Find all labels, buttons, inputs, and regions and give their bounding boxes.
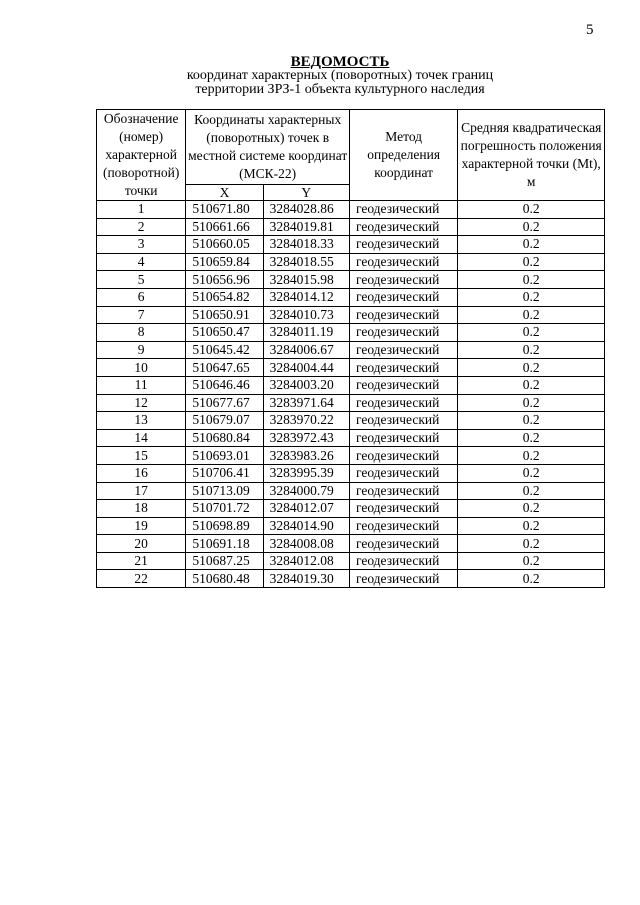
cell-x: 510698.89 [186,517,263,535]
table-row [97,500,605,518]
cell-error: 0.2 [458,535,605,553]
cell-error: 0.2 [458,464,605,482]
cell-error: 0.2 [458,517,605,535]
table-row [97,271,605,289]
cell-error: 0.2 [458,341,605,359]
cell-x: 510660.05 [186,236,263,254]
cell-method: геодезический [349,201,457,219]
cell-point-number: 8 [97,324,186,342]
cell-point-number: 6 [97,288,186,306]
document-subtitle-line-1: координат характерных (поворотных) точек границ [186,68,494,83]
cell-x: 510654.82 [186,288,263,306]
table-row [97,324,605,342]
cell-y: 3283970.22 [263,412,349,430]
table-row [97,359,605,377]
cell-y: 3284012.07 [263,500,349,518]
cell-y: 3284011.19 [263,324,349,342]
cell-x: 510671.80 [186,201,263,219]
cell-point-number: 5 [97,271,186,289]
cell-y: 3284014.90 [263,517,349,535]
cell-y: 3284018.55 [263,253,349,271]
cell-method: геодезический [349,535,457,553]
cell-error: 0.2 [458,500,605,518]
cell-x: 510713.09 [186,482,263,500]
cell-x: 510650.91 [186,306,263,324]
cell-method: геодезический [349,500,457,518]
cell-point-number: 3 [97,236,186,254]
cell-y: 3284010.73 [263,306,349,324]
cell-y: 3284012.08 [263,552,349,570]
table-row [97,306,605,324]
cell-y: 3284004.44 [263,359,349,377]
header-y: Y [263,184,349,200]
cell-point-number: 2 [97,218,186,236]
cell-x: 510680.48 [186,570,263,588]
cell-error: 0.2 [458,376,605,394]
cell-point-number: 21 [97,552,186,570]
document-title: ВЕДОМОСТЬ [290,54,390,70]
cell-method: геодезический [349,341,457,359]
cell-error: 0.2 [458,552,605,570]
cell-point-number: 13 [97,412,186,430]
table-row [97,429,605,447]
cell-y: 3284014.12 [263,288,349,306]
table-row [97,447,605,465]
cell-method: геодезический [349,394,457,412]
cell-method: геодезический [349,253,457,271]
cell-x: 510679.07 [186,412,263,430]
table-row [97,464,605,482]
cell-method: геодезический [349,324,457,342]
cell-x: 510645.42 [186,341,263,359]
cell-method: геодезический [349,271,457,289]
table-row [97,253,605,271]
cell-y: 3284019.30 [263,570,349,588]
cell-point-number: 20 [97,535,186,553]
cell-point-number: 1 [97,201,186,219]
table-row [97,288,605,306]
cell-point-number: 18 [97,500,186,518]
cell-point-number: 14 [97,429,186,447]
cell-method: геодезический [349,306,457,324]
table-row [97,218,605,236]
cell-method: геодезический [349,218,457,236]
table-row [97,394,605,412]
cell-error: 0.2 [458,359,605,377]
cell-point-number: 12 [97,394,186,412]
table-row [97,482,605,500]
cell-method: геодезический [349,288,457,306]
cell-x: 510646.46 [186,376,263,394]
header-x: X [186,184,263,200]
header-method: Метод определения координат [349,110,457,201]
cell-x: 510650.47 [186,324,263,342]
cell-point-number: 9 [97,341,186,359]
cell-method: геодезический [349,236,457,254]
cell-x: 510693.01 [186,447,263,465]
header-error: Средняя квадратическая погрешность положения характерной точки (Mt), м [458,110,605,201]
cell-method: геодезический [349,517,457,535]
table-row [97,236,605,254]
cell-y: 3284008.08 [263,535,349,553]
header-point-number: Обозначение (номер) характерной (поворотной) точки [97,110,186,201]
cell-method: геодезический [349,429,457,447]
cell-y: 3284028.86 [263,201,349,219]
cell-y: 3283995.39 [263,464,349,482]
cell-method: геодезический [349,464,457,482]
cell-y: 3283971.64 [263,394,349,412]
cell-x: 510680.84 [186,429,263,447]
cell-y: 3283972.43 [263,429,349,447]
table-row [97,201,605,219]
table-row [97,535,605,553]
cell-error: 0.2 [458,394,605,412]
cell-x: 510661.66 [186,218,263,236]
cell-error: 0.2 [458,236,605,254]
cell-error: 0.2 [458,253,605,271]
cell-x: 510677.67 [186,394,263,412]
cell-error: 0.2 [458,324,605,342]
cell-error: 0.2 [458,447,605,465]
table-body [97,201,605,588]
cell-method: геодезический [349,376,457,394]
cell-x: 510706.41 [186,464,263,482]
page-number: 5 [586,22,594,38]
cell-point-number: 16 [97,464,186,482]
cell-method: геодезический [349,412,457,430]
cell-point-number: 4 [97,253,186,271]
table-row [97,517,605,535]
cell-x: 510701.72 [186,500,263,518]
cell-error: 0.2 [458,429,605,447]
cell-error: 0.2 [458,570,605,588]
cell-y: 3284019.81 [263,218,349,236]
cell-method: геодезический [349,482,457,500]
table-row [97,376,605,394]
cell-y: 3284015.98 [263,271,349,289]
cell-y: 3284000.79 [263,482,349,500]
cell-error: 0.2 [458,271,605,289]
table-row [97,570,605,588]
cell-error: 0.2 [458,218,605,236]
cell-method: геодезический [349,570,457,588]
table-row [97,552,605,570]
coordinates-table [96,109,605,588]
cell-y: 3283983.26 [263,447,349,465]
cell-x: 510656.96 [186,271,263,289]
document-subtitle-line-2: территории ЗРЗ-1 объекта культурного наследия [195,82,485,97]
cell-point-number: 11 [97,376,186,394]
cell-point-number: 17 [97,482,186,500]
cell-error: 0.2 [458,412,605,430]
cell-x: 510659.84 [186,253,263,271]
cell-point-number: 19 [97,517,186,535]
header-coordinates: Координаты характерных (поворотных) точек в местной системе координат (МСК-22) [186,110,350,185]
cell-x: 510691.18 [186,535,263,553]
cell-y: 3284006.67 [263,341,349,359]
cell-y: 3284018.33 [263,236,349,254]
cell-x: 510647.65 [186,359,263,377]
cell-method: геодезический [349,359,457,377]
cell-error: 0.2 [458,201,605,219]
table-row [97,341,605,359]
cell-error: 0.2 [458,306,605,324]
cell-point-number: 10 [97,359,186,377]
document-title-block [150,55,530,97]
cell-method: геодезический [349,447,457,465]
cell-point-number: 22 [97,570,186,588]
cell-error: 0.2 [458,482,605,500]
table-row [97,412,605,430]
cell-error: 0.2 [458,288,605,306]
cell-method: геодезический [349,552,457,570]
cell-point-number: 15 [97,447,186,465]
cell-x: 510687.25 [186,552,263,570]
cell-point-number: 7 [97,306,186,324]
cell-y: 3284003.20 [263,376,349,394]
